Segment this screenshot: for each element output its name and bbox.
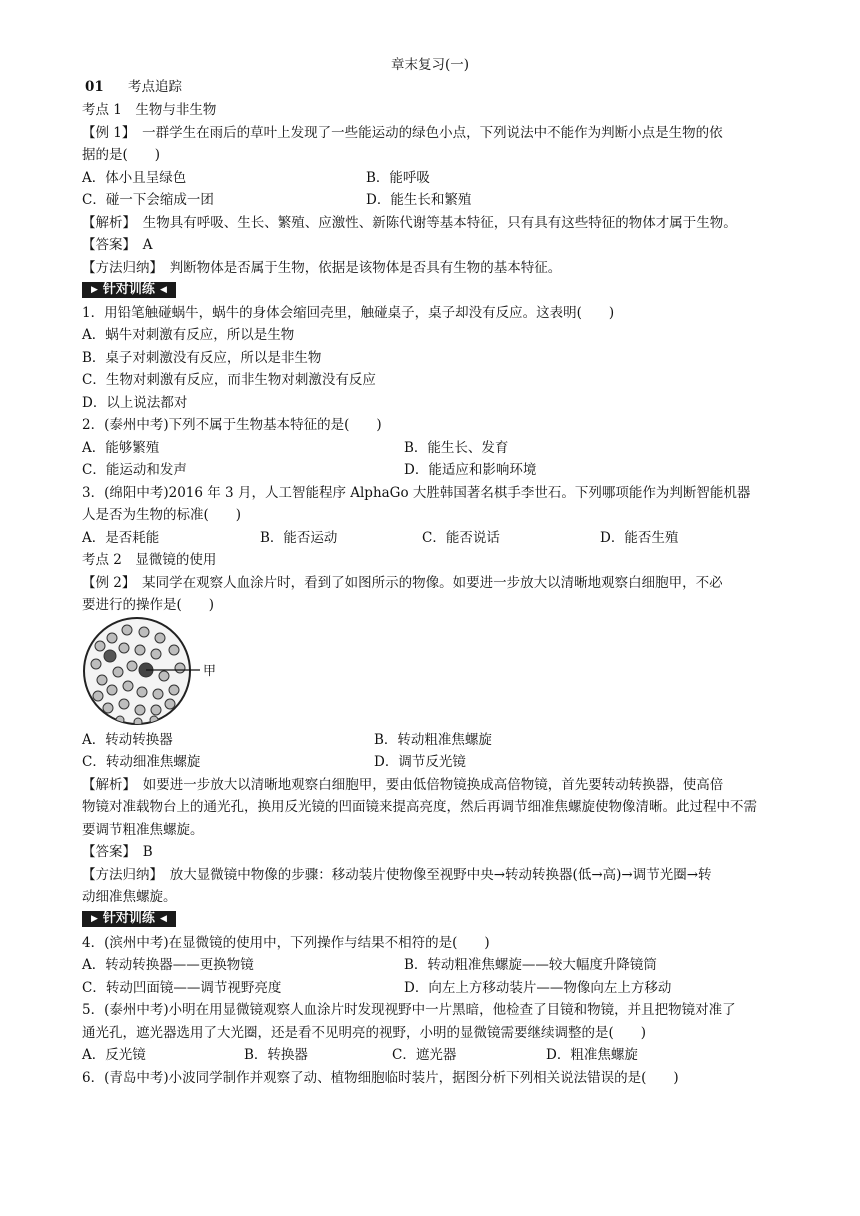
q3-option-c: C．能否说话 <box>422 530 500 546</box>
q1-option-b: B．桌子对刺激没有反应，所以是非生物 <box>82 350 322 366</box>
microscope-field-image <box>82 616 232 726</box>
example-1-method: 【方法归纳】 判断物体是否属于生物，依据是该物体是否具有生物的基本特征。 <box>82 260 562 276</box>
example-1-analysis: 【解析】 生物具有呼吸、生长、繁殖、应激性、新陈代谢等基本特征，只有具有这些特征的物体才属于生物。 <box>82 215 737 231</box>
q4-stem: 4．(滨州中考)在显微镜的使用中，下列操作与结果不相符的是( ) <box>82 935 490 951</box>
topic-1-heading: 考点 1 生物与非生物 <box>82 102 217 118</box>
rewind-icon: ◀ <box>159 914 167 924</box>
example-2-option-c: C．转动细准焦螺旋 <box>82 754 201 770</box>
q2-option-b: B．能生长、发育 <box>404 440 509 456</box>
q4-option-a: A．转动转换器——更换物镜 <box>82 957 254 973</box>
example-1-option-b: B．能呼吸 <box>366 170 430 186</box>
q5-stem: 5．(泰州中考)小明在用显微镜观察人血涂片时发现视野中一片黑暗，他检查了目镜和物镜，并且把物镜对准了 <box>82 1002 736 1018</box>
q5-stem-cont: 通光孔，遮光器选用了大光圈，还是看不见明亮的视野，小明的显微镜需要继续调整的是( ) <box>82 1025 647 1041</box>
example-2-analysis-cont: 物镜对准载物台上的通光孔，换用反光镜的凹面镜来提高亮度，然后再调节细准焦螺旋使物像清晰。此过程中不需 <box>82 799 757 815</box>
q5-option-a: A．反光镜 <box>82 1047 146 1063</box>
example-2-stem: 【例 2】 某同学在观察人血涂片时，看到了如图所示的物像。如要进一步放大以清晰地观察白细胞甲，不必 <box>82 575 723 591</box>
q1-stem: 1．用铅笔触碰蜗牛，蜗牛的身体会缩回壳里，触碰桌子，桌子却没有反应。这表明( ) <box>82 305 615 321</box>
example-1-option-d: D．能生长和繁殖 <box>366 192 472 208</box>
drill-badge-label: 针对训练 <box>102 911 155 926</box>
q1-option-a: A．蜗牛对刺激有反应，所以是生物 <box>82 327 295 343</box>
topic-2-heading: 考点 2 显微镜的使用 <box>82 552 217 568</box>
example-2-option-b: B．转动粗准焦螺旋 <box>374 732 492 748</box>
rewind-icon: ◀ <box>159 285 167 295</box>
q4-option-b: B．转动粗准焦螺旋——较大幅度升降镜筒 <box>404 957 657 973</box>
example-2-option-d: D．调节反光镜 <box>374 754 466 770</box>
section-number: 01 <box>85 79 104 95</box>
play-icon: ▶ <box>91 914 98 924</box>
q3-option-a: A．是否耗能 <box>82 530 160 546</box>
example-2-analysis: 【解析】 如要进一步放大以清晰地观察白细胞甲，要由低倍物镜换成高倍物镜，首先要转动转换器，使高倍 <box>82 777 724 793</box>
example-1-stem: 【例 1】 一群学生在雨后的草叶上发现了一些能运动的绿色小点，下列说法中不能作为判断小点是生物的依 <box>82 125 723 141</box>
drill-badge-label: 针对训练 <box>102 282 155 297</box>
q2-option-a: A．能够繁殖 <box>82 440 160 456</box>
page-title: 章末复习(一) <box>390 57 470 73</box>
q2-option-c: C．能运动和发声 <box>82 462 187 478</box>
example-2-method: 【方法归纳】 放大显微镜中物像的步骤：移动装片使物像至视野中央→转动转换器(低→高)→调节光圈→转 <box>82 867 712 883</box>
example-1-stem-cont: 据的是( ) <box>82 147 161 163</box>
q5-option-b: B．转换器 <box>244 1047 308 1063</box>
q4-option-c: C．转动凹面镜——调节视野亮度 <box>82 980 282 996</box>
example-2-option-a: A．转动转换器 <box>82 732 173 748</box>
q3-stem-cont: 人是否为生物的标准( ) <box>82 507 242 523</box>
example-2-stem-cont: 要进行的操作是( ) <box>82 597 215 613</box>
drill-badge-1 <box>82 282 176 298</box>
q1-option-d: D．以上说法都对 <box>82 395 188 411</box>
section-label: 考点追踪 <box>128 79 182 95</box>
q2-option-d: D．能适应和影响环境 <box>404 462 537 478</box>
q3-option-b: B．能否运动 <box>260 530 338 546</box>
example-2-analysis-end: 要调节粗准焦螺旋。 <box>82 822 204 838</box>
example-2-answer: 【答案】 B <box>82 844 153 860</box>
q1-option-c: C．生物对刺激有反应，而非生物对刺激没有反应 <box>82 372 376 388</box>
drill-badge-2 <box>82 911 176 927</box>
example-1-answer: 【答案】 A <box>82 237 153 253</box>
q5-option-d: D．粗准焦螺旋 <box>546 1047 638 1063</box>
q3-stem: 3．(绵阳中考)2016 年 3 月，人工智能程序 AlphaGo 大胜韩国著名棋手李世石。下列哪项能作为判断智能机器 <box>82 485 751 501</box>
example-2-method-cont: 动细准焦螺旋。 <box>82 889 177 905</box>
example-1-option-a: A．体小且呈绿色 <box>82 170 187 186</box>
q5-option-c: C．遮光器 <box>392 1047 457 1063</box>
q6-stem: 6．(青岛中考)小波同学制作并观察了动、植物细胞临时装片，据图分析下列相关说法错误的是( ) <box>82 1070 679 1086</box>
figure-label-jia: 甲 <box>203 664 217 679</box>
q3-option-d: D．能否生殖 <box>600 530 679 546</box>
q2-stem: 2．(泰州中考)下列不属于生物基本特征的是( ) <box>82 417 382 433</box>
q4-option-d: D．向左上方移动装片——物像向左上方移动 <box>404 980 672 996</box>
play-icon: ▶ <box>91 285 98 295</box>
example-1-option-c: C．碰一下会缩成一团 <box>82 192 214 208</box>
blood-smear-figure <box>82 616 232 726</box>
